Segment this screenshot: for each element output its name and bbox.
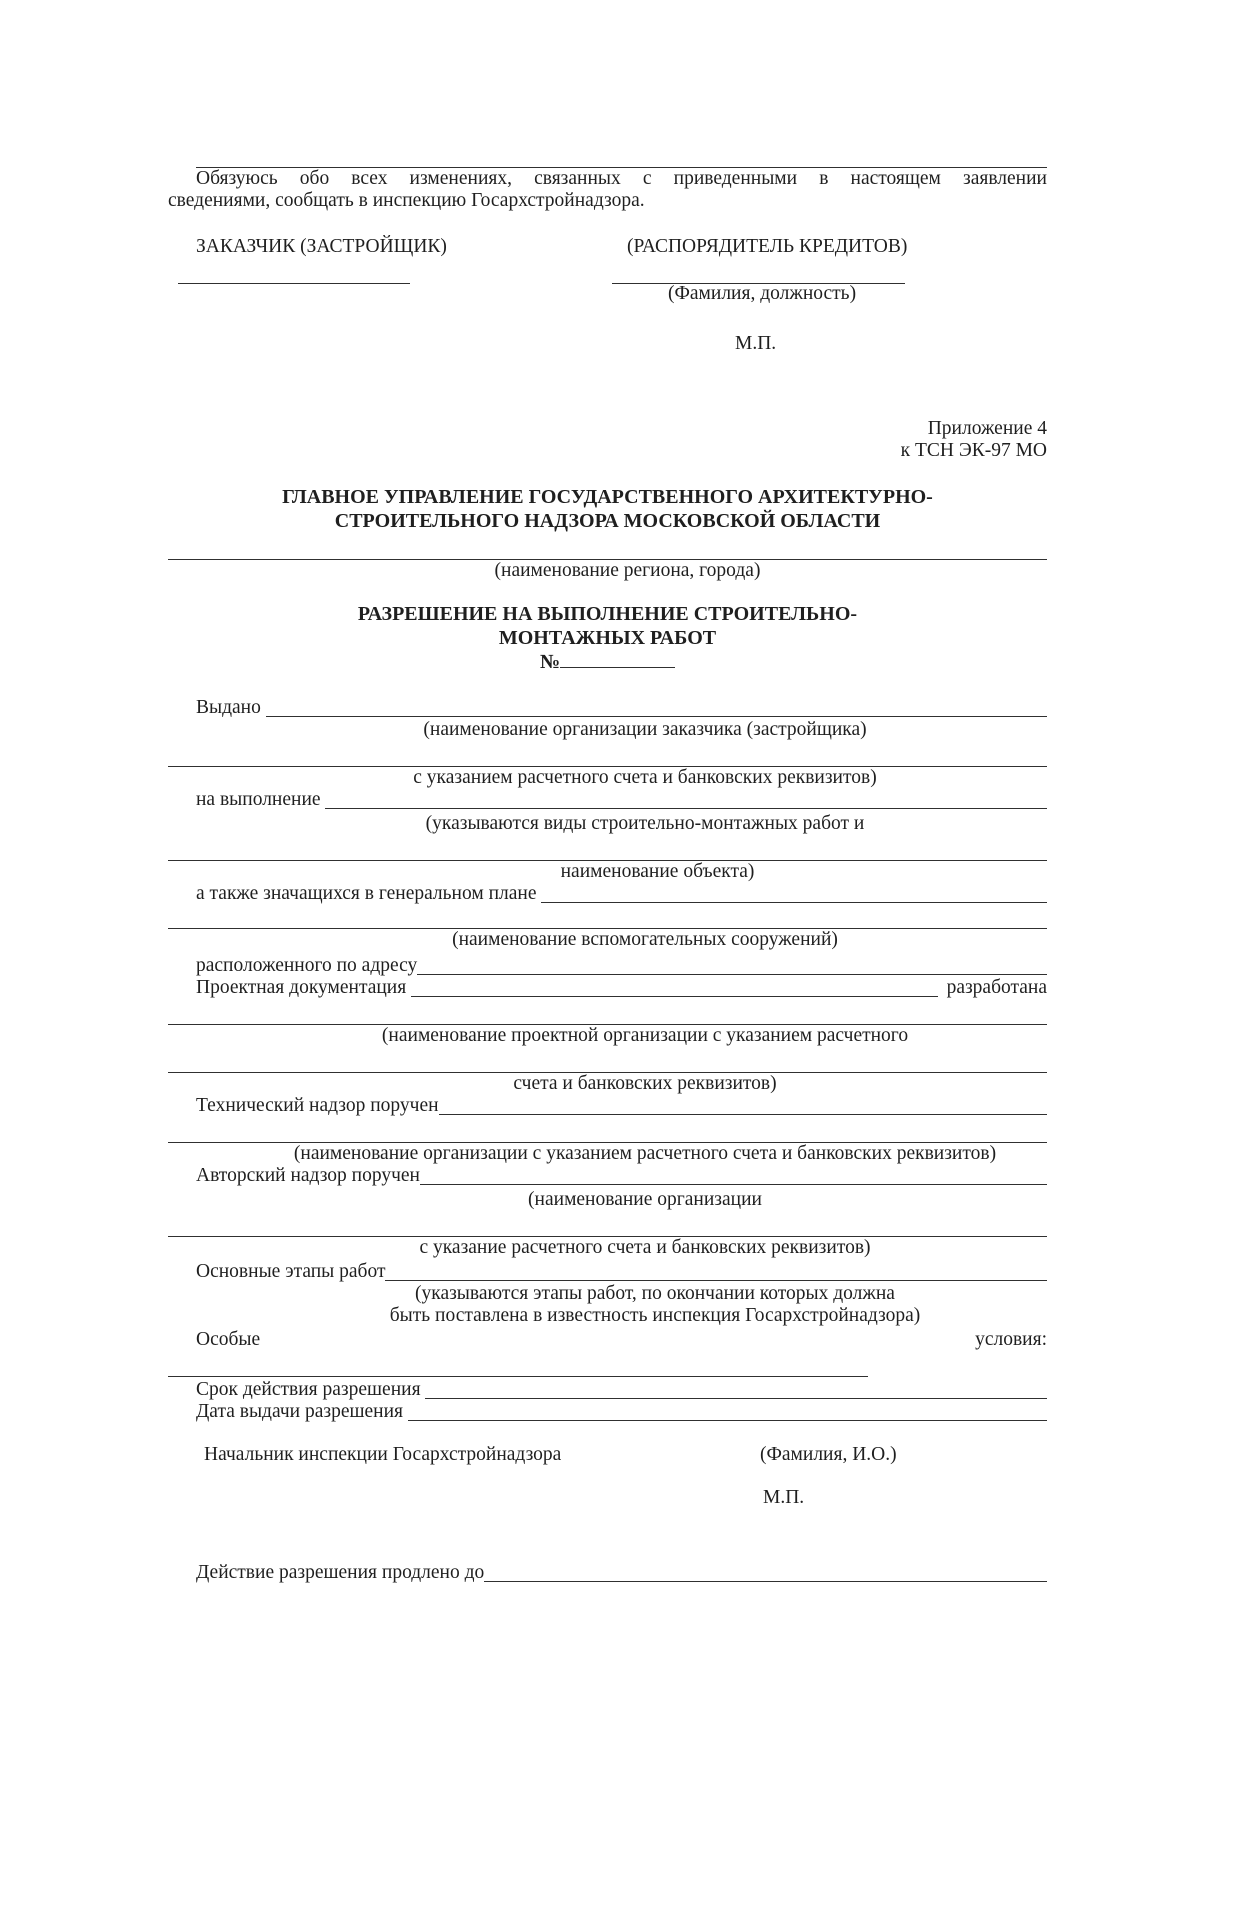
chief-signature-row: [168, 1444, 1047, 1466]
blank-main-stages: [385, 1261, 1047, 1281]
author-supervision-hint2: с указание расчетного счета и банковских реквизитов): [419, 1237, 871, 1258]
chief-label: Начальник инспекции Госархстройнадзора: [204, 1444, 562, 1465]
execution-row: [168, 789, 1047, 811]
execution-label: на выполнение: [196, 789, 326, 810]
authority-title-line1: ГЛАВНОЕ УПРАВЛЕНИЕ ГОСУДАРСТВЕННОГО АРХИТЕКТУРНО-: [282, 486, 933, 508]
special-conditions-label: условия:: [975, 1329, 1047, 1350]
blank-line-special-conditions: [168, 1376, 868, 1377]
name-position-hint: (Фамилия, должность): [668, 283, 857, 304]
project-doc-hint1: (наименование проектной организации с указанием расчетного: [381, 1025, 909, 1046]
signatories-row: [168, 236, 1047, 258]
address-label: расположенного по адресу: [196, 955, 418, 976]
stamp-place-bottom: М.П.: [763, 1487, 805, 1508]
project-doc-suffix: разработана: [946, 977, 1047, 998]
stages-hint-line2: быть поставлена в известность инспекция Госархстройнадзора): [389, 1305, 921, 1326]
blank-address: [417, 955, 1047, 975]
blank-tech-supervision: [439, 1095, 1047, 1115]
credit-manager-label: (РАСПОРЯДИТЕЛЬ КРЕДИТОВ): [627, 236, 908, 257]
obligation-paragraph-line2: сведениями, сообщать в инспекцию Госархстройнадзора.: [168, 190, 645, 211]
issued-hint2: с указанием расчетного счета и банковских реквизитов): [413, 767, 877, 788]
project-doc-row: [168, 977, 1047, 999]
extension-label: Действие разрешения продлено до: [196, 1562, 485, 1583]
address-row: [168, 955, 1047, 977]
permit-number-label: №: [539, 651, 561, 673]
blank-project-doc: [411, 977, 937, 997]
blank-issue-date: [408, 1401, 1047, 1421]
validity-label: Срок действия разрешения: [196, 1379, 426, 1400]
author-supervision-label: Авторский надзор поручен: [196, 1165, 420, 1186]
blank-issued-to: [266, 697, 1047, 717]
author-supervision-hint1: (наименование организации: [528, 1189, 762, 1210]
customer-label: ЗАКАЗЧИК (ЗАСТРОЙЩИК): [196, 236, 447, 257]
genplan-hint: (наименование вспомогательных сооружений): [452, 929, 838, 950]
name-position-hint-row: [168, 283, 1047, 305]
annex-line1: Приложение 4: [927, 418, 1047, 439]
extension-row: [168, 1562, 1047, 1584]
genplan-row: [168, 883, 1047, 905]
obligation-paragraph-line1: Обязуюсь обо всех изменениях, связанных с приведенными в настоящем заявлении: [196, 168, 1047, 189]
annex-line2: к ТСН ЭК-97 МО: [900, 440, 1047, 461]
tech-supervision-row: [168, 1095, 1047, 1117]
project-doc-label: Проектная документация: [196, 977, 412, 998]
special-conditions-row: [168, 1329, 1047, 1351]
author-supervision-row: [168, 1165, 1047, 1187]
tech-supervision-label: Технический надзор поручен: [196, 1095, 439, 1116]
permit-number-row: [168, 650, 1047, 674]
main-stages-label: Основные этапы работ: [196, 1261, 386, 1282]
tech-supervision-hint: (наименование организации с указанием расчетного счета и банковских реквизитов): [293, 1143, 997, 1164]
permit-title-line1: РАЗРЕШЕНИЕ НА ВЫПОЛНЕНИЕ СТРОИТЕЛЬНО-: [357, 603, 858, 625]
stamp-place-top: М.П.: [735, 333, 777, 354]
main-stages-row: [168, 1261, 1047, 1283]
special-label: Особые: [196, 1329, 261, 1350]
project-doc-hint2: счета и банковских реквизитов): [513, 1073, 777, 1094]
permit-title-line2: МОНТАЖНЫХ РАБОТ: [498, 627, 717, 649]
stages-hint-line1: (указываются этапы работ, по окончании которых должна: [415, 1283, 895, 1304]
execution-hint1: (указываются виды строительно-монтажных работ и: [425, 813, 865, 834]
region-hint: (наименование региона, города): [494, 560, 761, 581]
blank-execution: [325, 789, 1047, 809]
blank-author-supervision: [420, 1165, 1047, 1185]
execution-hint2: наименование объекта): [560, 861, 755, 882]
chief-name-hint: (Фамилия, И.О.): [760, 1444, 897, 1465]
issued-hint1: (наименование организации заказчика (застройщика): [423, 719, 867, 740]
blank-genplan: [541, 883, 1047, 903]
genplan-label: а также значащихся в генеральном плане: [196, 883, 542, 904]
issued-label: Выдано: [196, 697, 266, 718]
issue-date-label: Дата выдачи разрешения: [196, 1401, 408, 1422]
validity-row: [168, 1379, 1047, 1401]
blank-extension-date: [484, 1562, 1047, 1582]
authority-title-line2: СТРОИТЕЛЬНОГО НАДЗОРА МОСКОВСКОЙ ОБЛАСТИ: [334, 510, 881, 532]
issue-date-row: [168, 1401, 1047, 1423]
blank-permit-number: [560, 667, 675, 668]
blank-validity: [425, 1379, 1047, 1399]
issued-row: [168, 697, 1047, 719]
document-page: [168, 167, 1047, 1584]
